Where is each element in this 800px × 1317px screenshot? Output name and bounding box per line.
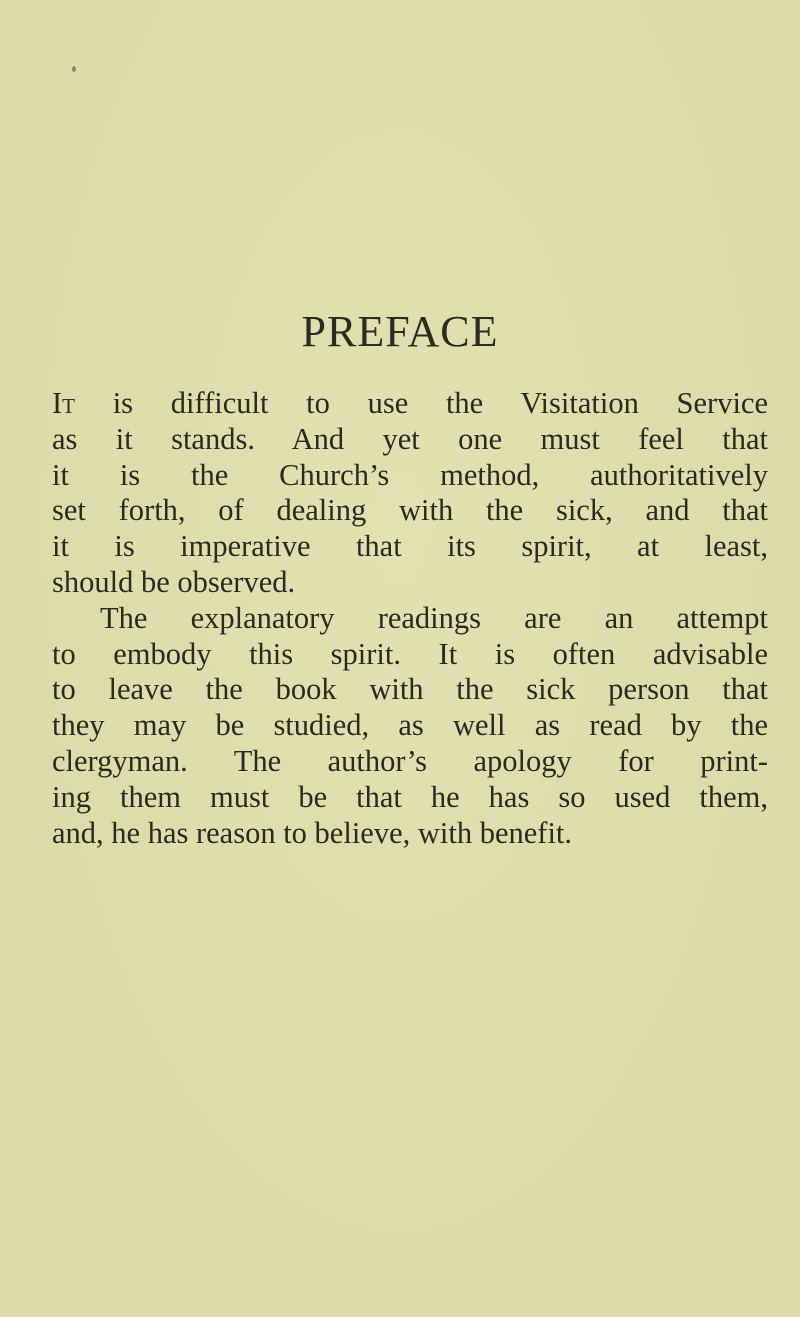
text-line: clergyman. The author’s apology for print- — [52, 743, 768, 778]
preface-body — [52, 386, 768, 851]
page-speck — [72, 66, 76, 72]
text-line: ing them must be that he has so used them, — [52, 779, 768, 814]
text-line: they may be studied, as well as read by the — [52, 708, 768, 743]
text-line: it is imperative that its spirit, at least, — [52, 529, 768, 564]
text-line: to embody this spirit. It is often advisable — [52, 636, 768, 671]
line-text: is difficult to use the Visitation Service — [74, 386, 768, 420]
text-line: should be observed. — [52, 564, 296, 599]
text-line: set forth, of dealing with the sick, and that — [52, 493, 768, 528]
text-line: it is the Church’s method, authoritatively — [52, 457, 768, 492]
text-line: to leave the book with the sick person that — [52, 672, 768, 707]
paragraph-2 — [52, 601, 768, 852]
paragraph-1 — [52, 386, 768, 601]
text-line — [52, 386, 768, 422]
text-line: and, he has reason to believe, with benefit. — [52, 815, 573, 850]
text-line: The explanatory readings are an attempt — [100, 600, 768, 635]
page-heading: PREFACE — [301, 307, 499, 356]
lead-word: It — [52, 386, 75, 420]
text-line: as it stands. And yet one must feel that — [52, 421, 768, 456]
